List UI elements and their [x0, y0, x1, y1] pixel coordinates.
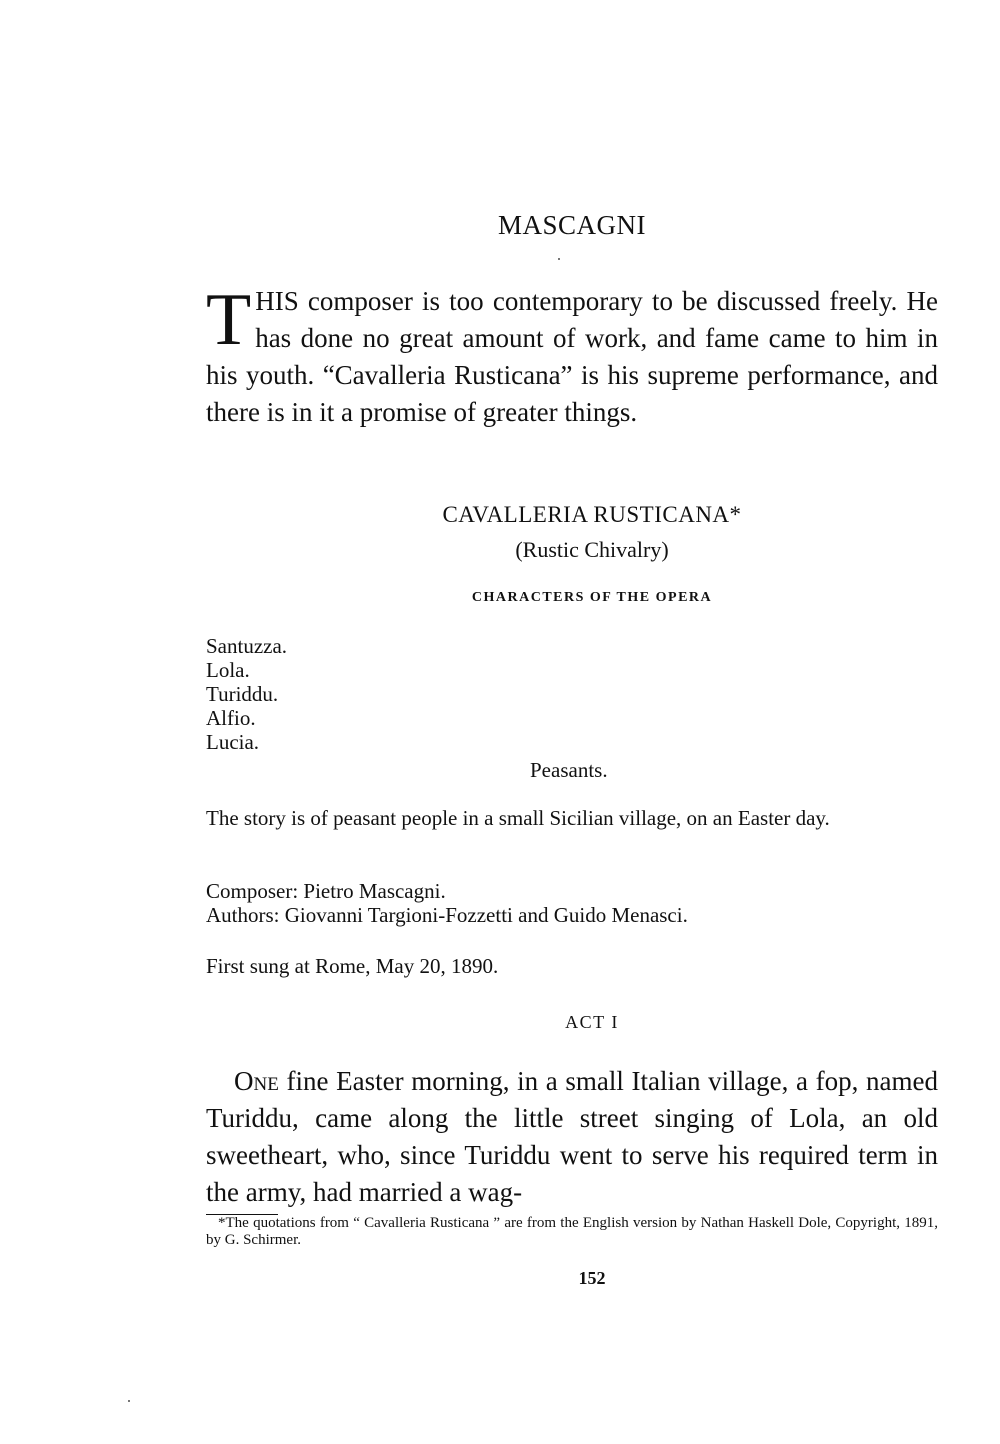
opera-subtitle: (Rustic Chivalry): [515, 537, 669, 562]
chapter-title: MASCAGNI: [497, 210, 647, 240]
intro-text: HIS composer is too contemporary to be discussed freely. He has done no great amount of work, and fame came to him in his youth. “Cavalleria Rusticana” is his supreme performance, and there is in it a promise of greater things.: [206, 286, 938, 427]
character-item: Santuzza.: [206, 634, 288, 658]
character-item: Turiddu.: [206, 682, 279, 706]
character-item: Lucia.: [206, 730, 260, 754]
opera-title: CAVALLERIA RUSTICANA*: [442, 502, 742, 527]
footnote: *The quotations from “ Cavalleria Rusticana ” are from the English version by Nathan Haskell Dole, Copyright, 1891, by G. Schirmer.: [206, 1215, 938, 1248]
narrative-lead-word: One: [234, 1066, 279, 1096]
intro-paragraph: [206, 279, 938, 431]
story-summary: The story is of peasant people in a small Sicilian village, on an Easter day.: [206, 806, 830, 830]
act-heading: ACT I: [565, 1012, 619, 1032]
characters-heading: CHARACTERS OF THE OPERA: [471, 590, 713, 605]
drop-cap: T: [206, 279, 252, 361]
book-page: [206, 0, 938, 1444]
page-number: 152: [578, 1268, 606, 1288]
character-item: Alfio.: [206, 706, 256, 730]
narrative-paragraph: [206, 1063, 938, 1211]
composer-line: Composer: Pietro Mascagni.: [206, 879, 446, 903]
first-sung-line: First sung at Rome, May 20, 1890.: [206, 954, 499, 978]
character-item: Lola.: [206, 658, 250, 682]
character-list: [206, 634, 287, 754]
scan-speck: [128, 1400, 130, 1402]
narrative-text: fine Easter morning, in a small Italian village, a fop, named Turiddu, came along the little street singing of Lola, an old sweetheart, who, since Turiddu went to serve his required term in the army, had married a wag-: [206, 1066, 938, 1207]
authors-line: Authors: Giovanni Targioni-Fozzetti and Guido Menasci.: [206, 903, 688, 927]
credits: [206, 879, 688, 927]
chorus-label: Peasants.: [530, 758, 608, 782]
scan-speck: [558, 258, 560, 260]
